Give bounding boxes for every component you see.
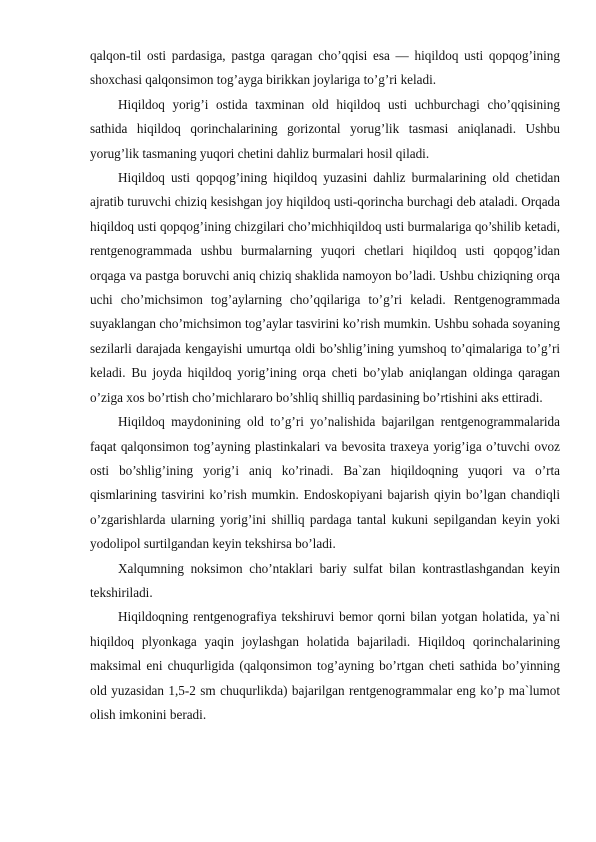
- paragraph-4: Hiqildoq maydonining old to’g’ri yo’nalishida bajarilgan rentgenogrammalarida faqat qalqonsimon tog’ayning plastinkalari va bevosita traxeya yorig’iga o’tuvchi ovoz osti bo’shlig’ining yorig’i aniq ko’rinadi. Ba`zan hiqildoqning yuqori va o’rta qismlarining tasvirini ko’rish mumkin. Endoskopiyani bajarish qiyin bo’lgan chandiqli o’zgarishlarda ularning yorig’ini shilliq pardaga tantal kukuni sepilgandan keyin yoki yodolipol surtilgandan keyin tekshirsa bo’ladi.: [90, 414, 560, 552]
- paragraph-3: Hiqildoq usti qopqog’ining hiqildoq yuzasini dahliz burmalarining old chetidan ajratib turuvchi chiziq kesishgan joy hiqildoq usti-qorincha burchagi deb ataladi. Orqada hiqildoq usti qopqog’ining chizgilari cho’michhiqildoq usti burmalariga qo’shilib ketadi, rentgenogrammada ushbu burmalarning yuqori chetlari hiqildoq usti qopqog’idan orqaga va pastga boruvchi aniq chiziq shaklida namoyon bo’ladi. Ushbu chiziqning orqa uchi cho’michsimon tog’aylarning cho’qqilariga to’g’ri keladi. Rentgenogrammada suyaklangan cho’michsimon tog’aylar tasvirini ko’rish mumkin. Ushbu sohada soyaning sezilarli darajada kengayishi umurtqa oldi bo’shlig’ining yumshoq to’qimalariga to’g’ri keladi. Bu joyda hiqildoq yorig’ining orqa cheti bo’ylab aniqlangan oldinga qaragan o’ziga xos bo’rtish cho’michlararo bo’shliq shilliq pardasining bo’rtishini aks ettiradi.: [90, 170, 560, 405]
- document-page: [90, 44, 560, 727]
- paragraph-1: qalqon-til osti pardasiga, pastga qaragan cho’qqisi esa — hiqildoq usti qopqog’ining shoxchasi qalqonsimon tog’ayga birikkan joylariga to’g’ri keladi.: [90, 48, 560, 88]
- paragraph-6: Hiqildoqning rentgenografiya tekshiruvi bemor qorni bilan yotgan holatida, ya`ni hiqildoq plyonkaga yaqin joylashgan holatida bajariladi. Hiqildoq qorinchalarining maksimal eni chuqurligida (qalqonsimon tog’ayning bo’rtgan cheti sathida bo’yinning old yuzasidan 1,5-2 sm chuqurlikda) bajarilgan rentgenogrammalar eng ko’p ma`lumot olish imkonini beradi.: [90, 609, 560, 722]
- paragraph-2: Hiqildoq yorig’i ostida taxminan old hiqildoq usti uchburchagi cho’qqisining sathida hiqildoq qorinchalarining gorizontal yorug’lik tasmasi aniqlanadi. Ushbu yorug’lik tasmaning yuqori chetini dahliz burmalari hosil qiladi.: [90, 96, 560, 161]
- paragraph-5: Xalqumning noksimon cho’ntaklari bariy sulfat bilan kontrastlashgandan keyin tekshiriladi.: [90, 560, 560, 600]
